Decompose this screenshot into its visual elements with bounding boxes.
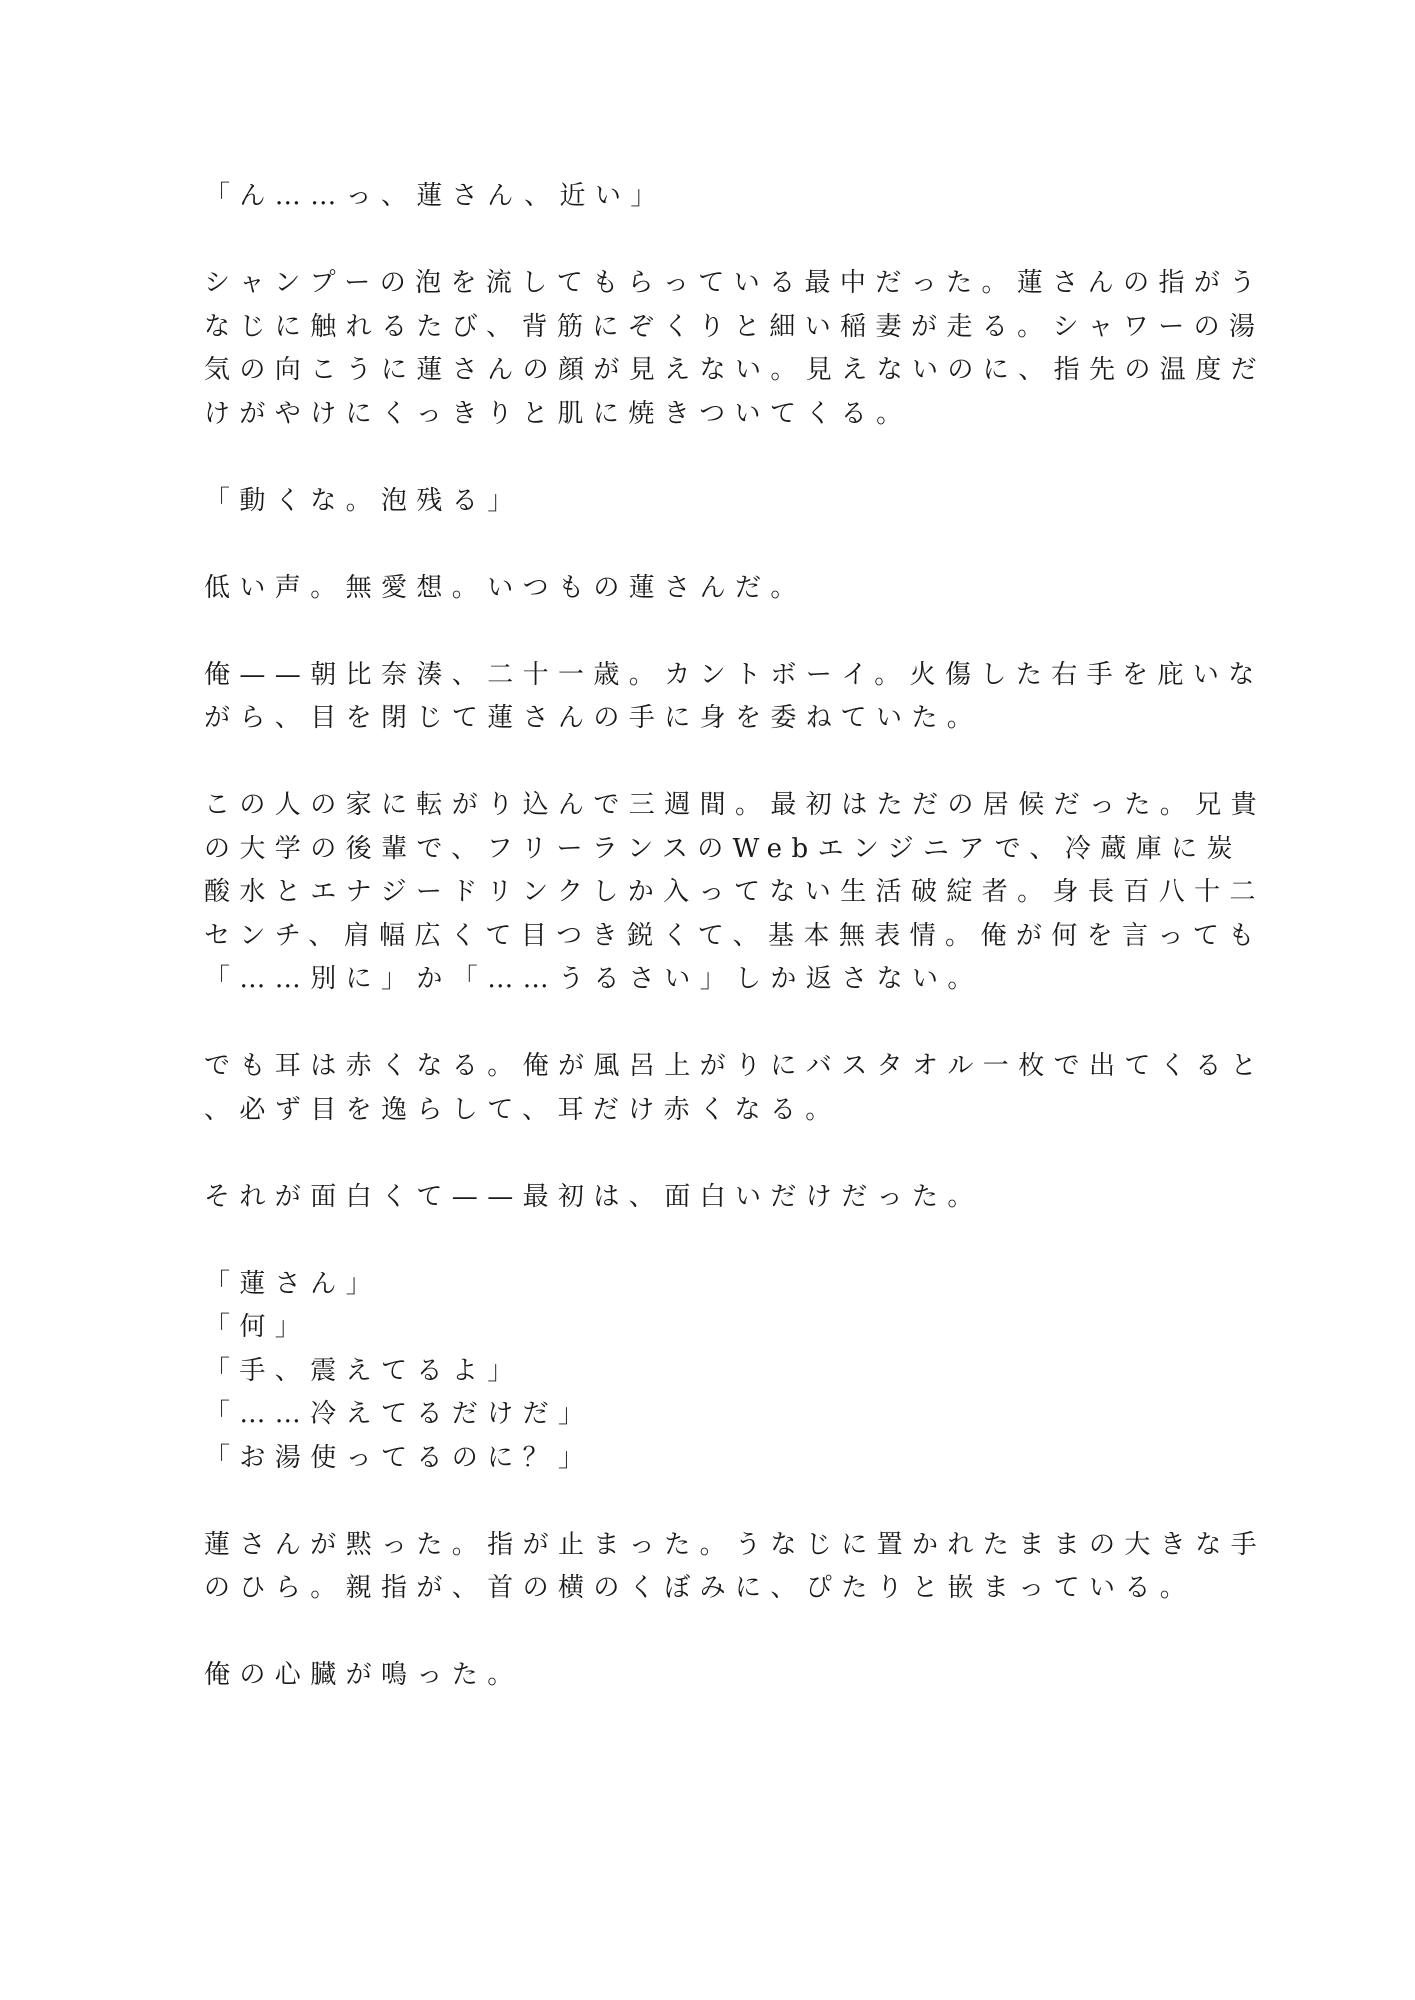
paragraph-gap (204, 1480, 1164, 1524)
paragraph-gap (204, 741, 1164, 785)
text-line: でも耳は赤くなる。俺が風呂上がりにバスタオル一枚で出てくると (204, 1051, 1267, 1081)
text-line: シャンプーの泡を流してもらっている最中だった。蓮さんの指がう (204, 268, 1265, 298)
paragraph-dialogue-3 (204, 480, 1164, 524)
dialogue-line: 「……冷えてるだけだ」 (204, 1399, 594, 1429)
paragraph-8 (204, 1176, 1164, 1220)
text-line: 「動くな。泡残る」 (204, 485, 523, 516)
text-line: 酸水とエナジードリンクしか入ってない生活破綻者。身長百八十二 (204, 877, 1265, 907)
document-body (204, 175, 1267, 1698)
dialogue-line: 「何」 (204, 1312, 311, 1342)
paragraph-gap (204, 1132, 1164, 1176)
text-line: 「ん……っ、蓮さん、近い」 (204, 181, 666, 211)
paragraph-dialogue-exchange (204, 1263, 1164, 1481)
paragraph-10 (204, 1524, 1267, 1611)
text-line: 低い声。無愛想。いつもの蓮さんだ。 (204, 572, 806, 603)
text-line: の大学の後輩で、フリーランスのWebエンジニアで、冷蔵庫に炭 (204, 833, 1242, 864)
paragraph-6 (204, 784, 1267, 1002)
paragraph-gap (204, 1611, 1164, 1655)
paragraph-dialogue-1 (204, 175, 1164, 219)
paragraph-2 (204, 262, 1267, 436)
text-line: この人の家に転がり込んで三週間。最初はただの居候だった。兄貴 (204, 790, 1267, 820)
text-line: 気の向こうに蓮さんの顔が見えない。見えないのに、指先の温度だ (204, 355, 1267, 385)
text-line: センチ、肩幅広くて目つき鋭くて、基本無表情。俺が何を言っても (204, 920, 1264, 951)
paragraph-5 (204, 654, 1264, 741)
text-line: 蓮さんが黙った。指が止まった。うなじに置かれたままの大きな手 (204, 1529, 1267, 1560)
dialogue-line: 「手、震えてるよ」 (204, 1355, 523, 1386)
text-line: 俺——朝比奈湊、二十一歳。カントボーイ。火傷した右手を庇いな (204, 659, 1264, 690)
paragraph-gap (204, 219, 1164, 263)
dialogue-line: 「お湯使ってるのに？」 (204, 1442, 594, 1473)
paragraph-gap (204, 1002, 1164, 1046)
dialogue-line: 「蓮さん」 (204, 1268, 382, 1299)
text-line: 「……別に」か「……うるさい」しか返さない。 (204, 964, 983, 994)
paragraph-7 (204, 1045, 1267, 1132)
text-line: なじに触れるたび、背筋にぞくりと細い稲妻が走る。シャワーの湯 (204, 311, 1265, 342)
paragraph-gap (204, 523, 1164, 567)
text-line: それが面白くて——最初は、面白いだけだった。 (204, 1181, 983, 1212)
text-line: のひら。親指が、首の横のくぼみに、ぴたりと嵌まっている。 (204, 1573, 1196, 1603)
paragraph-gap (204, 1219, 1164, 1263)
paragraph-11 (204, 1654, 1164, 1698)
text-line: がら、目を閉じて蓮さんの手に身を委ねていた。 (204, 703, 983, 733)
paragraph-gap (204, 436, 1164, 480)
text-line: けがやけにくっきりと肌に焼きついてくる。 (204, 398, 912, 429)
paragraph-4 (204, 567, 1164, 611)
text-line: 俺の心臓が鳴った。 (204, 1660, 523, 1690)
text-line: 、必ず目を逸らして、耳だけ赤くなる。 (204, 1094, 841, 1125)
paragraph-gap (204, 610, 1164, 654)
